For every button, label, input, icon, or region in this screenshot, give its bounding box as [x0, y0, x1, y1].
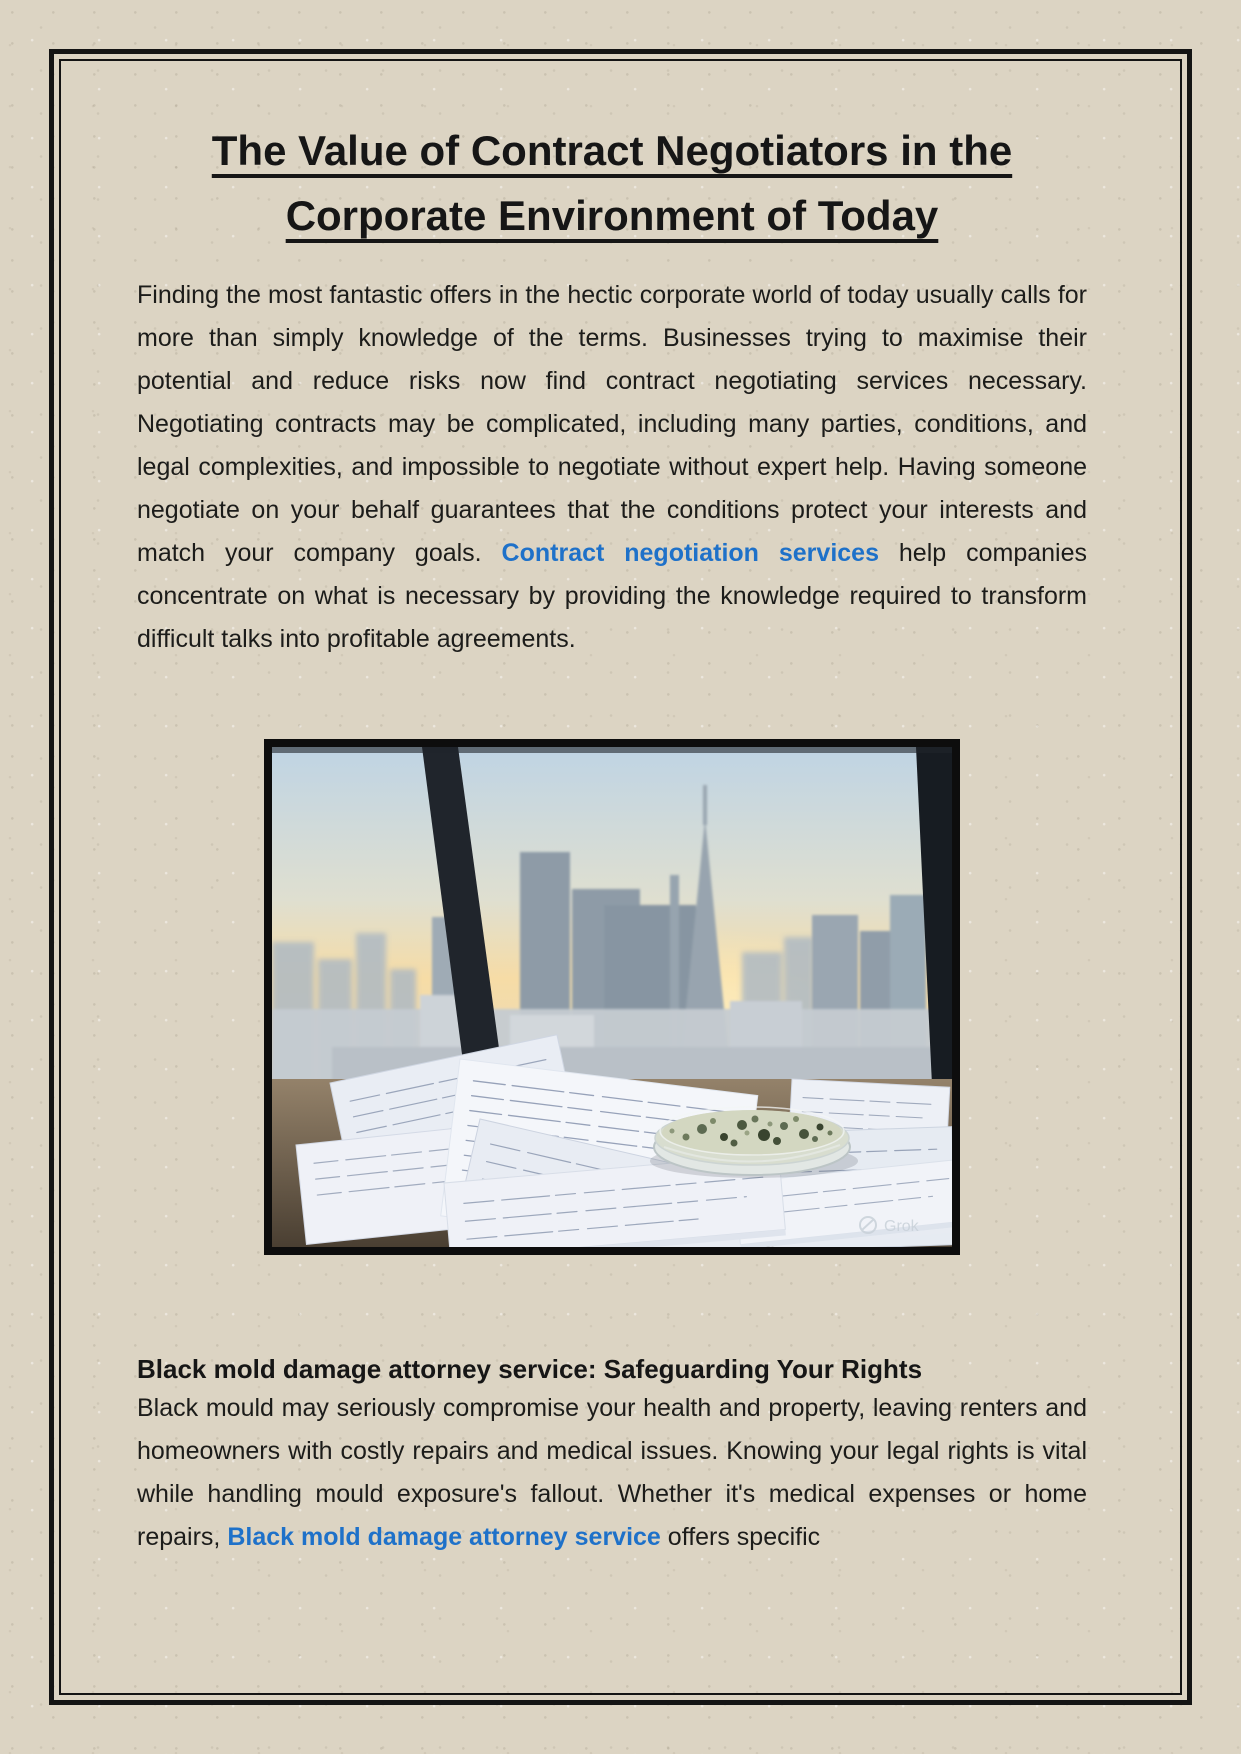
contracts-photo — [272, 747, 952, 1247]
intro-text-after-link: help companies concentrate on what is necessary by providing the knowledge required to transform difficult talks into profitable agreements. — [137, 539, 1087, 654]
section-paragraph — [137, 1387, 1087, 1559]
grok-watermark-label: Grok — [884, 1218, 919, 1236]
page-title-line1: The Value of Contract Negotiators in the — [211, 127, 1013, 174]
figure-wrap — [137, 739, 1087, 1255]
section-text-after-link: offers specific — [660, 1522, 821, 1551]
intro-text-before-link: Finding the most fantastic offers in the hectic corporate world of today usually calls for more than simply knowledge of the terms. Businesses trying to maximise their potential and reduce risks now find contract negotiating services necessary. Negotiating contracts may be complicated, including many parties, conditions, and legal complexities, and impossible to negotiate without expert help. Having someone negotiate on your behalf guarantees that the conditions protect your interests and match your company goals. — [137, 281, 1087, 568]
photo-frame — [264, 739, 960, 1255]
section-heading: Black mold damage attorney service: Safeguarding Your Rights — [137, 1354, 923, 1385]
section-text-before-link: Black mould may seriously compromise your health and property, leaving renters and homeowners with costly repairs and medical issues. Knowing your legal rights is vital while handling mould exposure's fallout. Whether it's medical expenses or home repairs, — [137, 1393, 1087, 1551]
page-title-line2: Corporate Environment of Today — [285, 192, 939, 240]
black-mold-attorney-service-link[interactable]: Black mold damage attorney service — [227, 1522, 661, 1551]
intro-paragraph — [137, 274, 1087, 661]
page-title — [137, 118, 1087, 248]
contract-negotiation-services-link[interactable]: Contract negotiation services — [501, 539, 879, 568]
article — [137, 118, 1087, 1559]
